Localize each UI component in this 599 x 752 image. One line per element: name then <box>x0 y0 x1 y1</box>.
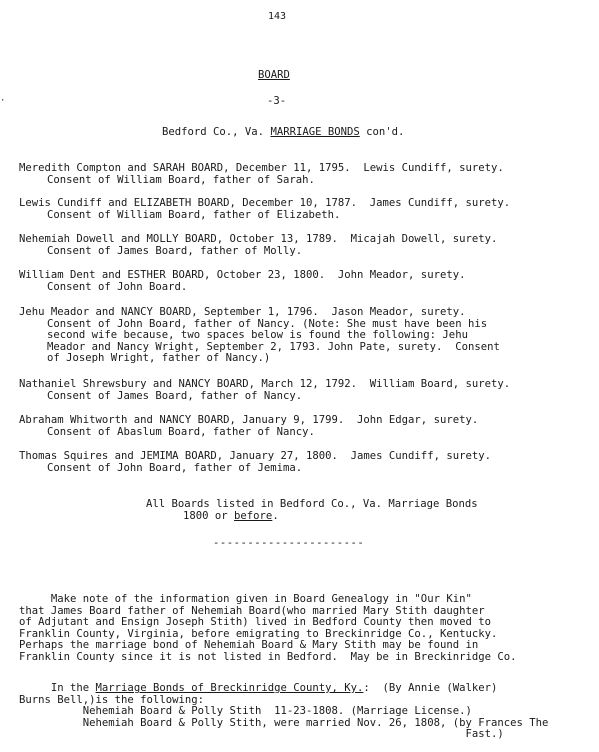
entry-continuation: of Joseph Wright, father of Nancy.) <box>47 352 271 364</box>
entry-line: Jehu Meador and NANCY BOARD, September 1, 1796. Jason Meador, surety. <box>19 306 466 318</box>
summary-line-2-underlined: before <box>234 510 273 522</box>
entry-continuation: Meador and Nancy Wright, September 2, 1793. John Pate, surety. Consent <box>47 340 500 353</box>
breckinridge-source-title: Marriage Bonds of Breckinridge County, Ky. <box>95 682 364 694</box>
entry-line: Nehemiah Dowell and MOLLY BOARD, October 13, 1789. Micajah Dowell, surety. <box>19 233 498 245</box>
section-heading <box>162 127 404 139</box>
entry-continuation: Consent of William Board, father of Sarah. <box>47 173 315 186</box>
heading-underlined: MARRIAGE BONDS <box>270 126 360 138</box>
breckinridge-prefix: In the <box>19 682 96 694</box>
breckinridge-paragraph <box>19 683 597 741</box>
summary-line-2-suffix: . <box>272 510 279 522</box>
paragraph-line: that James Board father of Nehemiah Board(who married Mary Stith daughter <box>19 604 485 617</box>
entry-line: Meredith Compton and SARAH BOARD, December 11, 1795. Lewis Cundiff, surety. <box>19 162 504 174</box>
marriage-entry <box>19 270 594 293</box>
entry-continuation: Consent of James Board, father of Molly. <box>47 244 303 257</box>
heading-suffix: con'd. <box>359 126 405 138</box>
entry-continuation: Consent of John Board. <box>47 280 188 293</box>
marriage-entry <box>19 234 594 257</box>
divider-line: ---------------------- <box>213 537 365 549</box>
marriage-entry <box>19 163 594 186</box>
paragraph-line: Make note of the information given in Board Genealogy in "Our Kin" <box>19 593 472 605</box>
breckinridge-line: Burns Bell,)is the following: <box>19 693 204 706</box>
margin-mark: · <box>0 96 6 106</box>
entry-line: Thomas Squires and JEMIMA BOARD, January 27, 1800. James Cundiff, surety. <box>19 450 491 462</box>
breckinridge-line-1 <box>19 683 597 695</box>
breckinridge-line: Fast.) <box>19 728 504 740</box>
entry-continuation: Consent of John Board, father of Nancy. (Note: She must have been his <box>47 317 488 330</box>
paragraph-line: Franklin County since it is not listed in Bedford. May be in Breckinridge Co. <box>19 650 517 663</box>
entry-continuation: Consent of William Board, father of Elizabeth. <box>47 208 341 221</box>
page-number: 143 <box>268 11 287 22</box>
entry-continuation: Consent of Abaslum Board, father of Nancy. <box>47 425 315 438</box>
breckinridge-line: Nehemiah Board & Polly Stith 11-23-1808. (Marriage License.) <box>19 705 472 717</box>
paragraph-line: Franklin County, Virginia, before emigrating to Breckinridge Co., Kentucky. <box>19 627 498 640</box>
heading-prefix: Bedford Co., Va. <box>162 126 271 138</box>
note-paragraph <box>19 594 597 663</box>
marriage-entry <box>19 451 594 474</box>
breckinridge-lines <box>19 695 597 741</box>
marriage-entry <box>19 198 594 221</box>
marriage-entry <box>19 307 594 365</box>
summary-line-2-prefix: 1800 or <box>183 510 235 522</box>
marriage-entry <box>19 415 594 438</box>
paragraph-line: Perhaps the marriage bond of Nehemiah Board & Mary Stith may be found in <box>19 639 479 651</box>
summary-line-2 <box>183 511 279 523</box>
marriage-entry <box>19 379 594 402</box>
entry-continuation: second wife because, two spaces below is found the following: Jehu <box>47 329 468 341</box>
breckinridge-line: Nehemiah Board & Polly Stith, were married Nov. 26, 1808, (by Frances The <box>19 716 549 729</box>
entry-continuation: Consent of James Board, father of Nancy. <box>47 389 303 402</box>
entry-continuation: Consent of John Board, father of Jemima. <box>47 461 303 474</box>
entry-line: Abraham Whitworth and NANCY BOARD, January 9, 1799. John Edgar, surety. <box>19 414 479 426</box>
summary-line-1: All Boards listed in Bedford Co., Va. Marriage Bonds <box>146 498 478 510</box>
page-title: BOARD <box>258 69 290 81</box>
section-number: -3- <box>267 95 287 107</box>
entry-line: William Dent and ESTHER BOARD, October 23, 1800. John Meador, surety. <box>19 269 466 281</box>
entry-line: Nathaniel Shrewsbury and NANCY BOARD, March 12, 1792. William Board, surety. <box>19 378 511 390</box>
entry-line: Lewis Cundiff and ELIZABETH BOARD, December 10, 1787. James Cundiff, surety. <box>19 197 511 209</box>
breckinridge-suffix: : (By Annie (Walker) <box>363 682 498 694</box>
paragraph-line: of Adjutant and Ensign Joseph Stith) lived in Bedford County then moved to <box>19 616 491 628</box>
